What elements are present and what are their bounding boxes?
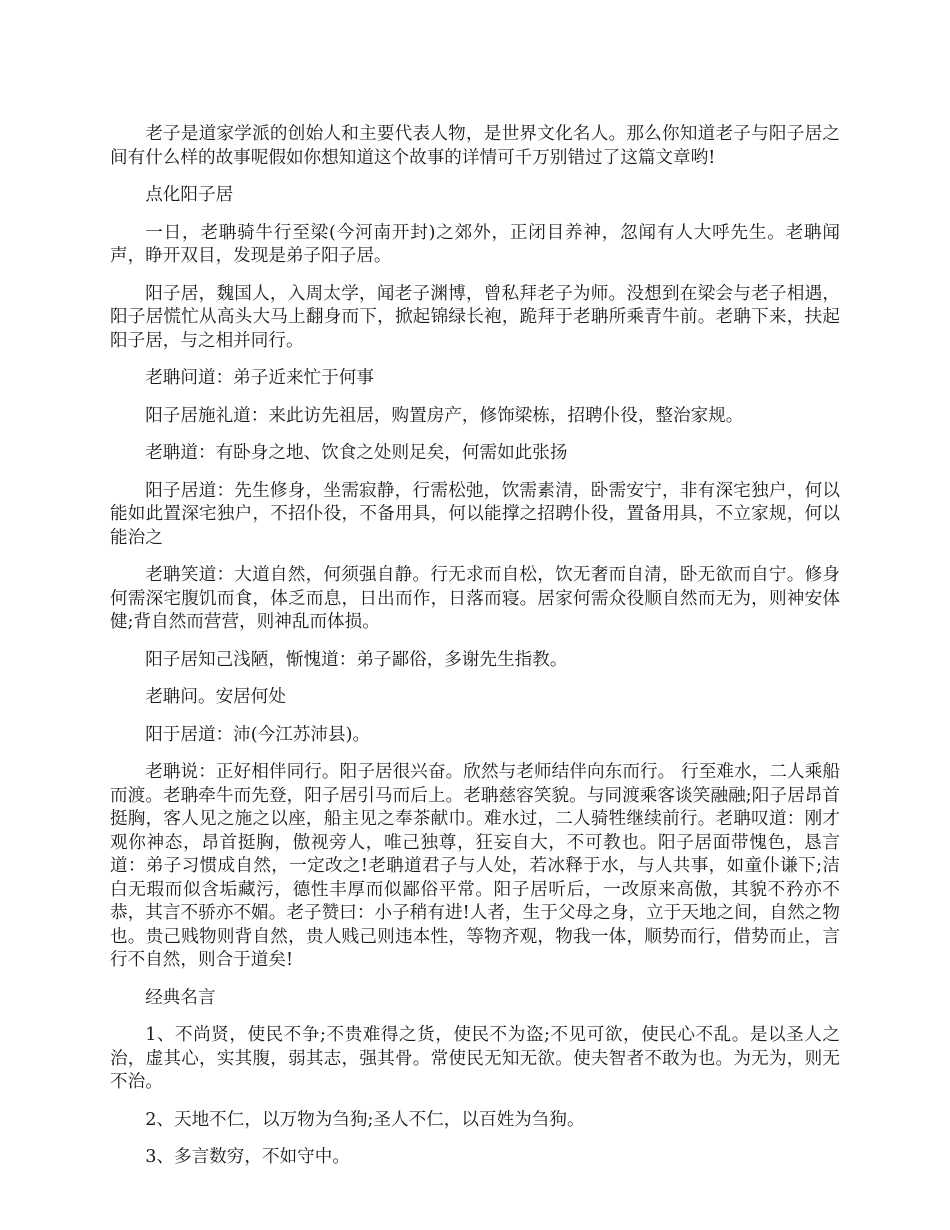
story-paragraph: 老聃说：正好相伴同行。阳子居很兴奋。欣然与老师结伴向东而行。 行至难水，二人乘船而渡。老聃牵牛而先登，阳子居引马而后上。老聃慈容笑貌。与同渡乘客谈笑融融;阳子居昂首挺胸，客人见之施之以座，船主见之奉茶献巾。难水过，二人骑牲继续前行。老聃叹道：刚才观你神态，昂首挺胸，傲视旁人，唯己独尊，狂妄自大，不可教也。阳子居面带愧色，恳言道：弟子习惯成自然，一定改之!老聃道君子与人处，若冰释于水，与人共事，如童仆谦下;洁白无瑕而似含垢藏污，德性丰厚而似鄙俗平常。阳子居听后，一改原来高傲，其貌不矜亦不恭，其言不骄亦不媚。老子赞曰：小子稍有进!人者，生于父母之身，立于天地之间，自然之物也。贵己贱物则背自然，贵人贱己则违本性，等物齐观，物我一体，顺势而行，借势而止，言行不自然，则合于道矣! [110, 762, 840, 970]
story-paragraph: 阳子居，魏国人，入周太学，闻老子渊博，曾私拜老子为师。没想到在梁会与老子相遇，阳子居慌忙从高头大马上翻身而下，掀起锦绿长袍，跪拜于老聃所乘青牛前。老聃下来，扶起阳子居，与之相并同行。 [110, 283, 840, 351]
quote-item: 1、不尚贤，使民不争;不贵难得之货，使民不为盗;不见可欲，使民心不乱。是以圣人之治，虚其心，实其腹，弱其志，强其骨。常使民无知无欲。使夫智者不敢为也。为无为，则无不治。 [110, 1025, 840, 1092]
dialogue-line: 阳于居道：沛(今江苏沛县)。 [145, 724, 371, 745]
quote-item: 2、天地不仁，以万物为刍狗;圣人不仁，以百姓为刍狗。 [145, 1109, 585, 1130]
document-page [110, 123, 840, 1184]
dialogue-line: 老聃笑道：大道自然，何须强自静。行无求而自松，饮无奢而自清，卧无欲而自宁。修身何需深宅腹饥而食，体乏而息，日出而作，日落而寝。居家何需众役顺自然而无为，则神安体健;背自然而营营，则神乱而体损。 [110, 565, 840, 632]
dialogue-line: 老聃道：有卧身之地、饮食之处则足矣，何需如此张扬 [145, 443, 568, 463]
dialogue-line: 老聃问道：弟子近来忙于何事 [145, 368, 374, 388]
section-heading-enlighten: 点化阳子居 [145, 185, 234, 205]
story-paragraph: 一日，老聃骑牛行至梁(今河南开封)之郊外，正闭目养神，忽闻有人大呼先生。老聃闻声，睁开双目，发现是弟子阳子居。 [110, 222, 840, 266]
intro-paragraph: 老子是道家学派的创始人和主要代表人物，是世界文化名人。那么你知道老子与阳子居之间有什么样的故事呢假如你想知道这个故事的详情可千万别错过了这篇文章哟! [110, 124, 840, 168]
dialogue-line: 阳子居知己浅陋，惭愧道：弟子鄙俗，多谢先生指教。 [145, 649, 568, 670]
dialogue-line: 阳子居施礼道：来此访先祖居，购置房产，修饰梁栋，招聘仆役，整治家规。 [145, 405, 744, 426]
dialogue-line: 阳子居道：先生修身，坐需寂静，行需松弛，饮需素清，卧需安宁，非有深宅独户，何以能如此置深宅独户，不招仆役，不备用具，何以能撑之招聘仆役，置备用具，不立家规，何以能治之 [110, 480, 840, 548]
dialogue-line: 老聃问。安居何处 [145, 687, 286, 707]
section-heading-quotes: 经典名言 [145, 987, 216, 1008]
quote-item: 3、多言数穷，不如守中。 [145, 1147, 350, 1167]
